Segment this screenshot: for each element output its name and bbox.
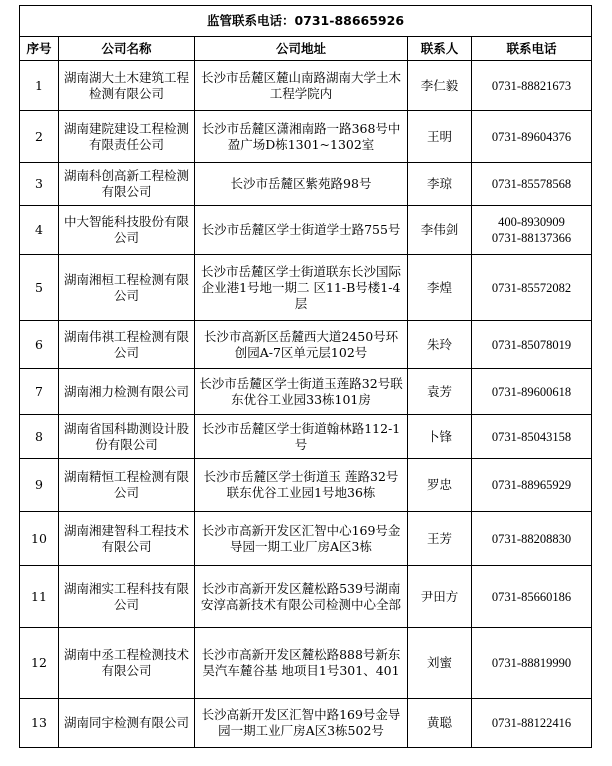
contact-phone-cell xyxy=(472,255,592,321)
header-row xyxy=(20,37,592,61)
seq-cell: 13 xyxy=(20,699,59,748)
company-name-cell: 湖南精恒工程检测有限公司 xyxy=(59,459,195,512)
hotline-row xyxy=(20,6,592,37)
contact-phone-cell xyxy=(472,111,592,163)
contact-phone-cell xyxy=(472,699,592,748)
seq-cell: 11 xyxy=(20,566,59,628)
company-address-cell: 长沙市岳麓区紫苑路98号 xyxy=(195,163,408,206)
seq-cell: 12 xyxy=(20,628,59,699)
contact-person-cell: 刘蜜 xyxy=(408,628,472,699)
contact-phone-cell xyxy=(472,369,592,415)
table-row xyxy=(20,61,592,111)
seq-cell: 1 xyxy=(20,61,59,111)
agency-contact-table xyxy=(19,5,592,748)
contact-phone-cell xyxy=(472,321,592,369)
phone-number: 0731-85572082 xyxy=(491,280,572,295)
contact-phone-cell xyxy=(472,163,592,206)
header-address: 公司地址 xyxy=(195,37,408,61)
phone-number: 0731-88137366 xyxy=(491,231,572,245)
seq-cell: 7 xyxy=(20,369,59,415)
table-row xyxy=(20,512,592,566)
contact-person-cell: 袁芳 xyxy=(408,369,472,415)
phone-number: 0731-88208830 xyxy=(491,531,572,546)
phone-number: 0731-88819990 xyxy=(491,656,572,670)
contact-person-cell: 王明 xyxy=(408,111,472,163)
contact-person-cell: 李伟剑 xyxy=(408,206,472,255)
seq-cell: 10 xyxy=(20,512,59,566)
phone-number: 0731-85578568 xyxy=(491,177,572,191)
seq-cell: 5 xyxy=(20,255,59,321)
company-address-cell: 长沙市岳麓区麓山南路湖南大学土木工程学院内 xyxy=(195,61,408,111)
contact-phone-cell xyxy=(472,628,592,699)
contact-phone-cell xyxy=(472,206,592,255)
company-address-cell: 长沙市岳麓区潇湘南路一路368号中盈广场D栋1301~1302室 xyxy=(195,111,408,163)
seq-cell: 3 xyxy=(20,163,59,206)
company-name-cell: 湖南伟祺工程检测有限公司 xyxy=(59,321,195,369)
contact-phone-cell xyxy=(472,512,592,566)
company-name-cell: 湖南同宇检测有限公司 xyxy=(59,699,195,748)
contact-person-cell: 王芳 xyxy=(408,512,472,566)
contact-person-cell: 卜锋 xyxy=(408,415,472,459)
table-row xyxy=(20,628,592,699)
table-row xyxy=(20,459,592,512)
table-row xyxy=(20,699,592,748)
company-name-cell: 湖南建院建设工程检测有限责任公司 xyxy=(59,111,195,163)
table-row xyxy=(20,206,592,255)
phone-number: 0731-89600618 xyxy=(491,384,572,399)
company-address-cell: 长沙高新开发区汇智中路169号金导园一期工业厂房A区3栋502号 xyxy=(195,699,408,748)
company-address-cell: 长沙市岳麓区学士街道翰林路112-1号 xyxy=(195,415,408,459)
seq-cell: 8 xyxy=(20,415,59,459)
seq-cell: 9 xyxy=(20,459,59,512)
phone-number: 0731-88122416 xyxy=(491,716,572,730)
table-row xyxy=(20,321,592,369)
contact-phone-cell xyxy=(472,415,592,459)
contact-person-cell: 李煌 xyxy=(408,255,472,321)
supervision-hotline: 监管联系电话：0731-88665926 xyxy=(20,6,592,37)
company-name-cell: 湖南省国科勘测设计股份有限公司 xyxy=(59,415,195,459)
contact-person-cell: 李仁毅 xyxy=(408,61,472,111)
contact-phone-cell xyxy=(472,61,592,111)
phone-number: 0731-85660186 xyxy=(491,589,572,604)
company-address-cell: 长沙市岳麓区学士街道玉 莲路32号联东优谷工业园1号地36栋 xyxy=(195,459,408,512)
seq-cell: 2 xyxy=(20,111,59,163)
company-address-cell: 长沙市高新开发区汇智中心169号金导园一期工业厂房A区3栋 xyxy=(195,512,408,566)
company-address-cell: 长沙市岳麓区学士街道玉莲路32号联东优谷工业园33栋101房 xyxy=(195,369,408,415)
phone-number: 0731-89604376 xyxy=(491,129,572,144)
company-name-cell: 湖南湘建智科工程技术有限公司 xyxy=(59,512,195,566)
contact-person-cell: 尹田方 xyxy=(408,566,472,628)
company-address-cell: 长沙市高新开发区麓松路888号新东昊汽车麓谷基 地项目1号301、401 xyxy=(195,628,408,699)
company-name-cell: 湖南中丞工程检测技术有限公司 xyxy=(59,628,195,699)
contact-person-cell: 朱玲 xyxy=(408,321,472,369)
phone-number: 0731-88821673 xyxy=(491,78,572,93)
table-row xyxy=(20,255,592,321)
contact-phone-cell xyxy=(472,566,592,628)
contact-person-cell: 黄聪 xyxy=(408,699,472,748)
table-row xyxy=(20,111,592,163)
header-seq: 序号 xyxy=(20,37,59,61)
company-name-cell: 湖南湖大土木建筑工程检测有限公司 xyxy=(59,61,195,111)
company-address-cell: 长沙市高新开发区麓松路539号湖南安淳高新技术有限公司检测中心全部 xyxy=(195,566,408,628)
company-address-cell: 长沙市岳麓区学士街道学士路755号 xyxy=(195,206,408,255)
company-name-cell: 湖南湘力检测有限公司 xyxy=(59,369,195,415)
company-name-cell: 湖南科创高新工程检测有限公司 xyxy=(59,163,195,206)
contact-person-cell: 李琼 xyxy=(408,163,472,206)
company-name-cell: 湖南湘实工程科技有限公司 xyxy=(59,566,195,628)
contact-person-cell: 罗忠 xyxy=(408,459,472,512)
contact-phone-cell xyxy=(472,459,592,512)
phone-number: 0731-85043158 xyxy=(491,429,572,444)
header-phone: 联系电话 xyxy=(472,37,592,61)
company-address-cell: 长沙市岳麓区学士街道联东长沙国际企业港1号地一期二 区11-B号楼1-4层 xyxy=(195,255,408,321)
company-name-cell: 中大智能科技股份有限公司 xyxy=(59,206,195,255)
company-name-cell: 湖南湘桓工程检测有限公司 xyxy=(59,255,195,321)
table-row xyxy=(20,566,592,628)
company-address-cell: 长沙市高新区岳麓西大道2450号环创园A-7区单元层102号 xyxy=(195,321,408,369)
table-row xyxy=(20,415,592,459)
header-contact: 联系人 xyxy=(408,37,472,61)
header-company: 公司名称 xyxy=(59,37,195,61)
phone-number: 0731-85078019 xyxy=(491,337,572,352)
phone-number: 400-8930909 xyxy=(498,215,565,229)
seq-cell: 4 xyxy=(20,206,59,255)
phone-number: 0731-88965929 xyxy=(491,478,572,492)
table-row xyxy=(20,163,592,206)
table-row xyxy=(20,369,592,415)
seq-cell: 6 xyxy=(20,321,59,369)
